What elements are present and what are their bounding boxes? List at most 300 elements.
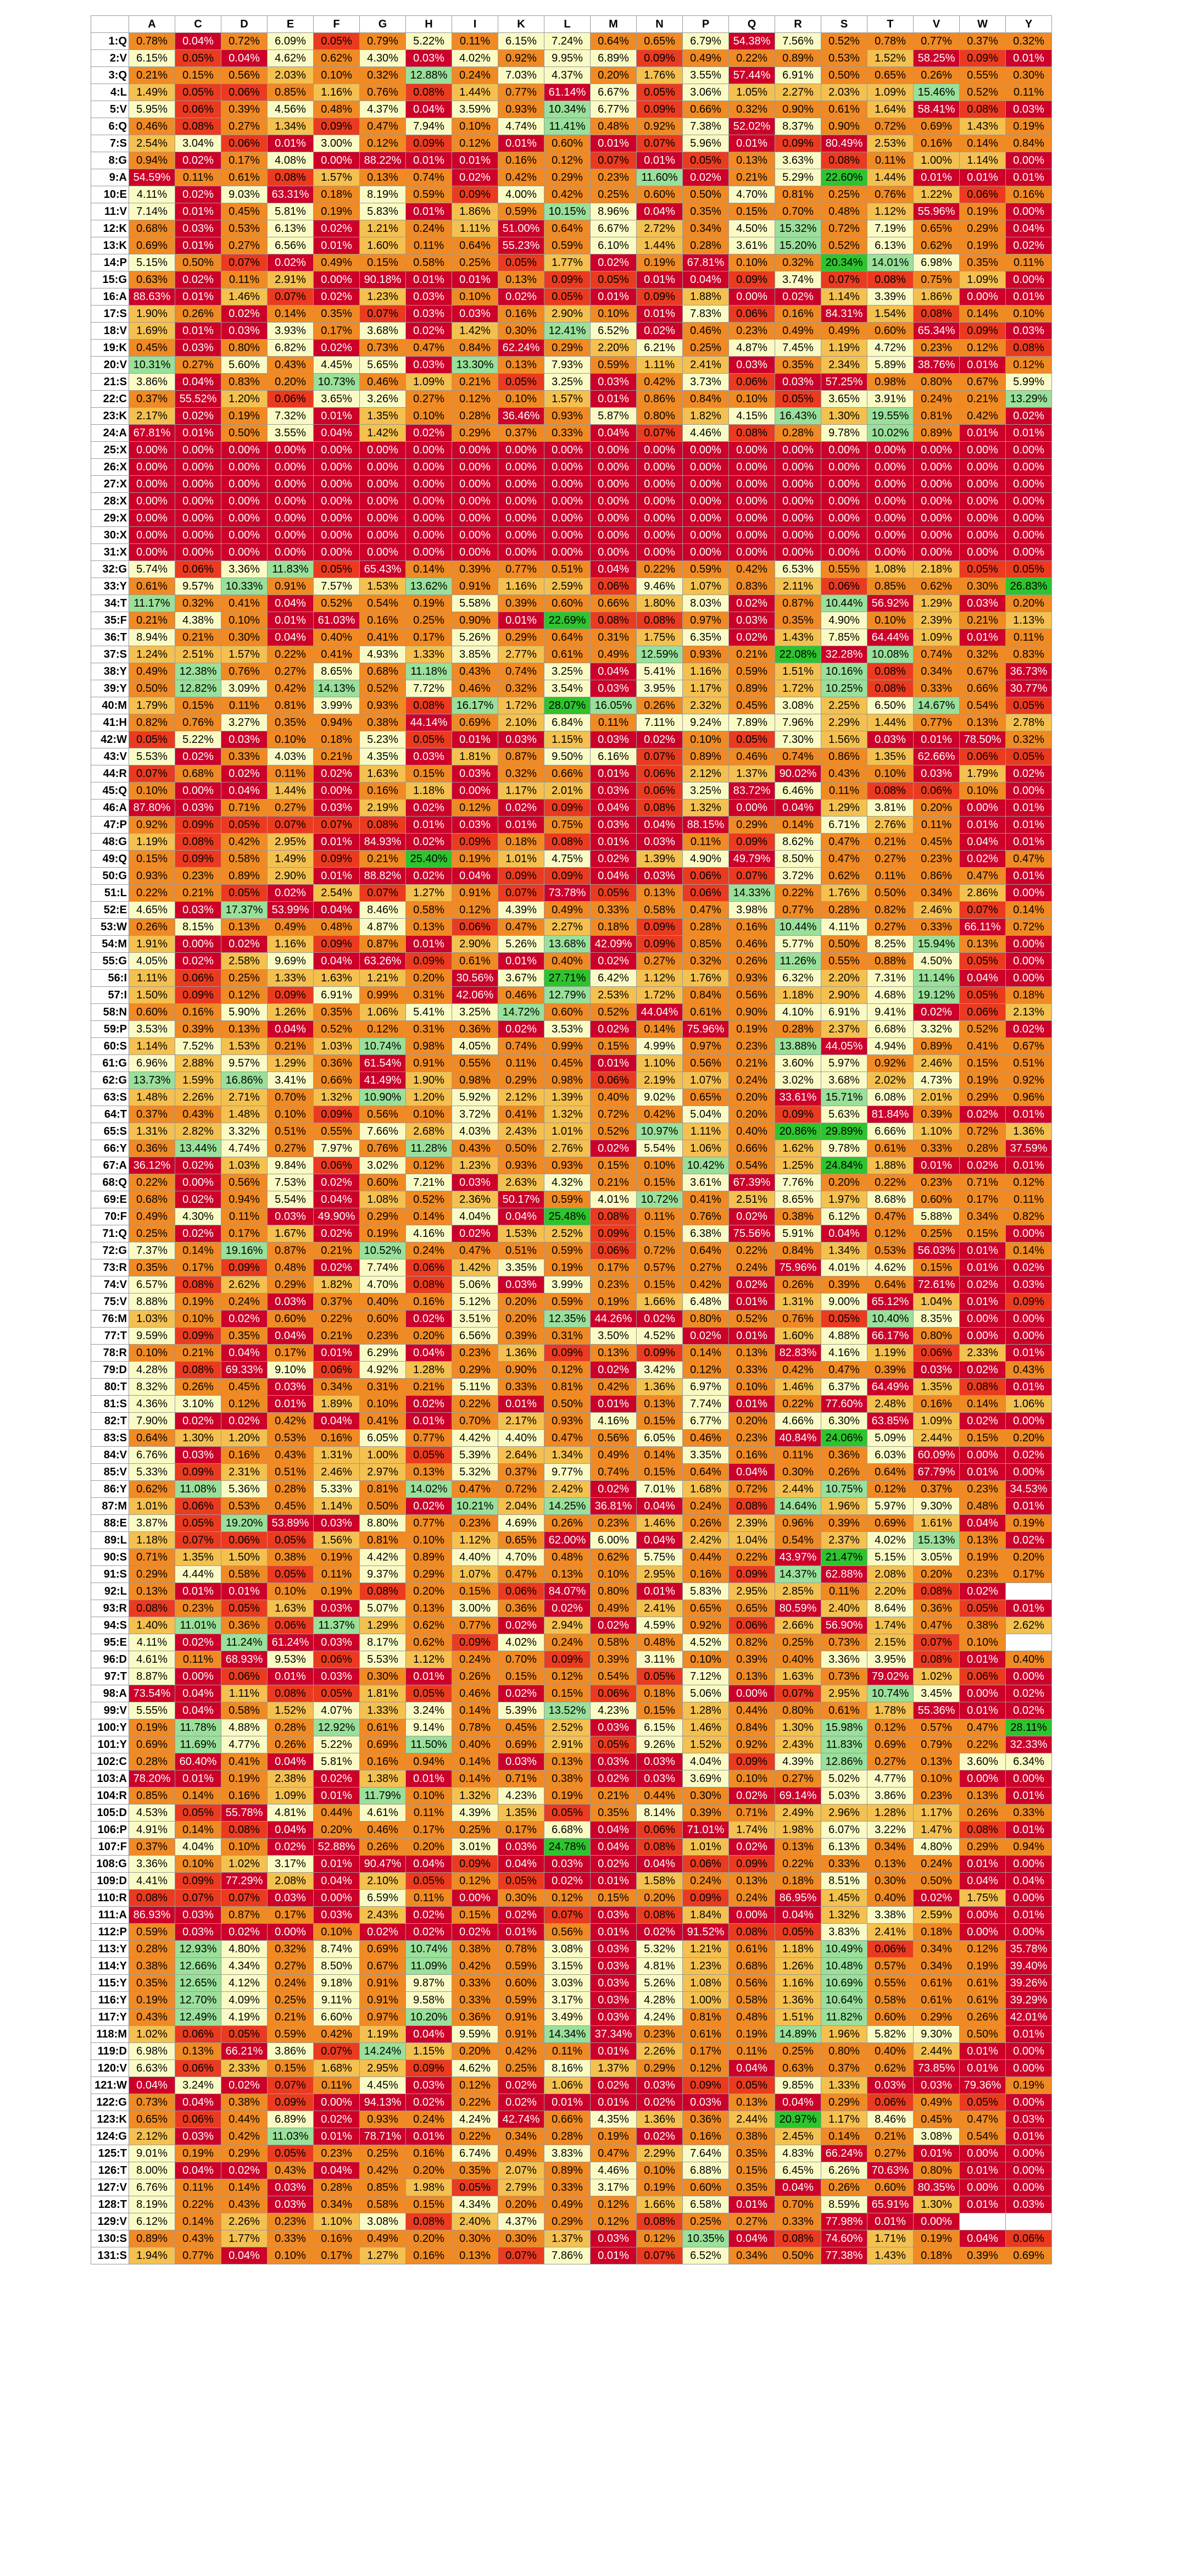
value-cell: 5.95% [129, 101, 175, 118]
value-cell: 0.44% [729, 1702, 775, 1719]
value-cell: 0.04% [268, 1822, 314, 1839]
table-row [91, 1038, 1052, 1055]
value-cell: 9.46% [637, 578, 683, 595]
value-cell: 1.29% [268, 1055, 314, 1072]
value-cell: 0.04% [175, 1685, 221, 1702]
value-cell: 4.37% [360, 101, 406, 118]
value-cell: 0.00% [129, 510, 175, 527]
value-cell: 3.17% [268, 1856, 314, 1873]
table-row [91, 919, 1052, 936]
value-cell: 34.53% [1006, 1481, 1052, 1498]
value-cell: 1.10% [637, 1055, 683, 1072]
table-row [91, 1089, 1052, 1106]
value-cell: 0.00% [591, 544, 637, 561]
value-cell: 0.84% [683, 987, 729, 1004]
table-row [91, 152, 1052, 169]
value-cell: 0.18% [775, 1873, 821, 1890]
value-cell: 0.00% [1006, 510, 1052, 527]
table-row [91, 1583, 1052, 1600]
value-cell: 9.18% [314, 1975, 360, 1992]
value-cell: 0.59% [268, 2026, 314, 2043]
value-cell: 0.11% [175, 1651, 221, 1668]
value-cell: 0.44% [221, 2111, 268, 2128]
value-cell: 4.94% [867, 1038, 914, 1055]
value-cell: 0.50% [683, 186, 729, 203]
value-cell: 0.01% [960, 425, 1006, 442]
table-row [91, 306, 1052, 323]
value-cell: 2.19% [637, 1072, 683, 1089]
value-cell: 0.29% [452, 425, 498, 442]
value-cell: 29.89% [821, 1123, 867, 1140]
row-label: 3:Q [91, 67, 129, 84]
value-cell: 2.11% [775, 578, 821, 595]
row-label: 128:T [91, 2196, 129, 2213]
value-cell: 0.07% [268, 288, 314, 306]
value-cell: 0.19% [221, 408, 268, 425]
value-cell: 0.01% [1006, 1379, 1052, 1396]
value-cell: 1.17% [914, 1805, 960, 1822]
value-cell: 2.52% [544, 1719, 591, 1736]
value-cell: 8.50% [314, 1958, 360, 1975]
table-row [91, 646, 1052, 663]
value-cell: 11.28% [406, 1140, 452, 1157]
value-cell: 0.00% [268, 442, 314, 459]
value-cell: 1.03% [129, 1311, 175, 1328]
value-cell: 0.58% [221, 1702, 268, 1719]
value-cell: 0.06% [175, 1498, 221, 1515]
value-cell: 17.37% [221, 902, 268, 919]
value-cell: 0.01% [221, 1583, 268, 1600]
value-cell: 6.56% [268, 237, 314, 254]
value-cell: 0.42% [729, 561, 775, 578]
value-cell: 0.56% [729, 987, 775, 1004]
value-cell: 90.18% [360, 271, 406, 288]
value-cell: 1.80% [637, 595, 683, 612]
column-header: T [867, 16, 914, 33]
value-cell: 0.01% [729, 1328, 775, 1345]
value-cell: 5.97% [867, 1498, 914, 1515]
value-cell: 0.49% [591, 1447, 637, 1464]
value-cell: 0.13% [498, 357, 544, 374]
value-cell: 0.01% [914, 169, 960, 186]
value-cell: 0.00% [729, 527, 775, 544]
value-cell: 2.58% [221, 953, 268, 970]
value-cell: 6.00% [591, 1532, 637, 1549]
value-cell: 0.27% [867, 1753, 914, 1770]
value-cell: 9.84% [268, 1157, 314, 1174]
value-cell: 3.05% [914, 1549, 960, 1566]
row-label: 98:A [91, 1685, 129, 1702]
value-cell: 7.19% [867, 220, 914, 237]
value-cell: 10.33% [221, 578, 268, 595]
value-cell: 20.86% [775, 1123, 821, 1140]
value-cell: 0.89% [729, 680, 775, 697]
table-row [91, 1549, 1052, 1566]
value-cell: 0.44% [314, 1805, 360, 1822]
value-cell: 0.10% [867, 765, 914, 782]
value-cell: 0.03% [1006, 1276, 1052, 1293]
value-cell: 0.60% [867, 2179, 914, 2196]
value-cell: 0.03% [314, 1515, 360, 1532]
value-cell: 1.63% [314, 970, 360, 987]
value-cell: 0.03% [591, 1753, 637, 1770]
value-cell: 1.26% [268, 1004, 314, 1021]
value-cell: 0.00% [175, 527, 221, 544]
value-cell: 16.05% [591, 697, 637, 714]
value-cell: 8.94% [129, 629, 175, 646]
value-cell: 4.74% [498, 118, 544, 135]
value-cell: 0.33% [1006, 1805, 1052, 1822]
value-cell: 0.51% [498, 1242, 544, 1259]
value-cell: 65.34% [914, 323, 960, 340]
value-cell: 0.89% [544, 2162, 591, 2179]
value-cell: 0.61% [129, 578, 175, 595]
value-cell: 0.20% [498, 2196, 544, 2213]
value-cell: 0.52% [729, 1311, 775, 1328]
value-cell: 0.01% [1006, 50, 1052, 67]
value-cell: 7.85% [821, 629, 867, 646]
value-cell: 0.40% [314, 629, 360, 646]
table-row [91, 1600, 1052, 1617]
table-row [91, 67, 1052, 84]
value-cell: 0.00% [960, 800, 1006, 817]
value-cell: 7.74% [683, 1396, 729, 1413]
value-cell: 0.00% [821, 493, 867, 510]
value-cell: 3.11% [637, 1651, 683, 1668]
value-cell: 3.50% [591, 1328, 637, 1345]
value-cell: 2.49% [775, 1805, 821, 1822]
value-cell: 62.00% [544, 1532, 591, 1549]
value-cell: 0.03% [175, 340, 221, 357]
value-cell: 1.49% [129, 84, 175, 101]
value-cell: 0.58% [221, 851, 268, 868]
table-row [91, 1481, 1052, 1498]
value-cell: 0.91% [452, 578, 498, 595]
value-cell: 0.02% [960, 851, 1006, 868]
value-cell: 2.40% [821, 1600, 867, 1617]
value-cell: 0.59% [544, 237, 591, 254]
row-label: 88:E [91, 1515, 129, 1532]
value-cell: 0.22% [729, 50, 775, 67]
value-cell: 0.92% [498, 50, 544, 67]
value-cell: 1.26% [775, 1958, 821, 1975]
value-cell: 0.38% [729, 2128, 775, 2145]
value-cell: 0.53% [268, 1430, 314, 1447]
value-cell: 0.08% [914, 1583, 960, 1600]
value-cell: 10.44% [821, 595, 867, 612]
value-cell: 0.38% [775, 1208, 821, 1225]
value-cell: 0.15% [637, 1702, 683, 1719]
value-cell: 1.82% [314, 1276, 360, 1293]
value-cell: 0.04% [1006, 1873, 1052, 1890]
value-cell: 0.09% [683, 1890, 729, 1907]
value-cell: 0.23% [729, 1038, 775, 1055]
value-cell: 0.04% [729, 2060, 775, 2077]
value-cell: 1.34% [544, 1447, 591, 1464]
value-cell: 0.16% [498, 306, 544, 323]
value-cell: 0.47% [406, 340, 452, 357]
value-cell: 0.39% [867, 1362, 914, 1379]
value-cell: 0.25% [452, 254, 498, 271]
value-cell: 0.12% [867, 1719, 914, 1736]
value-cell: 0.00% [544, 544, 591, 561]
value-cell: 0.17% [683, 2043, 729, 2060]
table-row [91, 1617, 1052, 1634]
value-cell: 0.77% [914, 33, 960, 50]
table-row [91, 1634, 1052, 1651]
value-cell: 0.10% [729, 1770, 775, 1787]
value-cell: 0.00% [406, 544, 452, 561]
value-cell: 0.00% [1006, 936, 1052, 953]
value-cell: 0.01% [314, 2128, 360, 2145]
value-cell: 0.49% [591, 1600, 637, 1617]
value-cell: 0.10% [452, 288, 498, 306]
value-cell: 0.06% [683, 885, 729, 902]
value-cell: 1.91% [129, 936, 175, 953]
value-cell: 0.45% [268, 1498, 314, 1515]
value-cell: 0.19% [1006, 2077, 1052, 2094]
value-cell: 0.10% [683, 1651, 729, 1668]
row-label: 111:A [91, 1907, 129, 1924]
value-cell: 0.02% [406, 834, 452, 851]
value-cell: 0.03% [960, 595, 1006, 612]
value-cell: 0.03% [591, 1992, 637, 2009]
value-cell: 6.05% [360, 1430, 406, 1447]
value-cell: 0.70% [775, 2196, 821, 2213]
table-row [91, 186, 1052, 203]
value-cell: 0.00% [1006, 2060, 1052, 2077]
value-cell: 0.16% [914, 1396, 960, 1413]
value-cell: 0.17% [406, 629, 452, 646]
value-cell: 0.00% [129, 442, 175, 459]
value-cell: 3.38% [867, 1907, 914, 1924]
value-cell: 0.64% [867, 1276, 914, 1293]
value-cell: 0.91% [452, 885, 498, 902]
value-cell: 0.15% [406, 2196, 452, 2213]
value-cell: 0.03% [314, 1634, 360, 1651]
value-cell: 0.21% [129, 67, 175, 84]
value-cell: 78.20% [129, 1770, 175, 1787]
value-cell: 0.15% [406, 765, 452, 782]
value-cell: 0.47% [1006, 851, 1052, 868]
value-cell: 0.01% [960, 817, 1006, 834]
value-cell: 9.24% [683, 714, 729, 731]
value-cell: 0.47% [544, 1430, 591, 1447]
value-cell: 1.36% [637, 2111, 683, 2128]
value-cell: 0.43% [129, 2009, 175, 2026]
value-cell: 0.05% [175, 1805, 221, 1822]
value-cell: 0.47% [360, 118, 406, 135]
value-cell: 0.49% [775, 323, 821, 340]
value-cell: 10.42% [683, 1157, 729, 1174]
value-cell: 0.24% [683, 1498, 729, 1515]
value-cell: 0.06% [498, 1583, 544, 1600]
value-cell: 0.19% [129, 1719, 175, 1736]
value-cell: 0.01% [1006, 1822, 1052, 1839]
value-cell: 10.25% [821, 680, 867, 697]
value-cell: 0.58% [637, 902, 683, 919]
value-cell: 0.03% [314, 1600, 360, 1617]
value-cell: 0.12% [1006, 357, 1052, 374]
value-cell: 1.16% [314, 84, 360, 101]
value-cell: 0.02% [544, 1600, 591, 1617]
value-cell: 69.14% [775, 1787, 821, 1805]
value-cell: 0.56% [221, 1174, 268, 1191]
value-cell: 0.02% [1006, 408, 1052, 425]
value-cell: 0.04% [729, 1464, 775, 1481]
value-cell: 0.18% [914, 1924, 960, 1941]
value-cell: 0.21% [175, 629, 221, 646]
row-label: 130:S [91, 2230, 129, 2247]
value-cell: 0.65% [914, 220, 960, 237]
value-cell: 0.11% [268, 765, 314, 782]
value-cell: 0.11% [406, 1805, 452, 1822]
value-cell: 0.01% [960, 2043, 1006, 2060]
value-cell: 4.74% [221, 1140, 268, 1157]
value-cell: 4.90% [821, 612, 867, 629]
value-cell: 0.12% [683, 1362, 729, 1379]
value-cell: 0.14% [1006, 1242, 1052, 1259]
value-cell: 0.01% [1006, 1600, 1052, 1617]
value-cell: 0.35% [314, 1004, 360, 1021]
value-cell: 5.74% [129, 561, 175, 578]
table-row [91, 2162, 1052, 2179]
value-cell: 1.35% [867, 748, 914, 765]
value-cell: 8.17% [360, 1634, 406, 1651]
value-cell: 0.08% [268, 169, 314, 186]
value-cell: 0.16% [498, 152, 544, 169]
value-cell: 0.01% [452, 152, 498, 169]
value-cell: 2.08% [268, 1873, 314, 1890]
value-cell: 0.01% [452, 271, 498, 288]
value-cell: 11.09% [406, 1958, 452, 1975]
value-cell: 0.21% [175, 885, 221, 902]
table-row [91, 1191, 1052, 1208]
value-cell: 4.73% [914, 1072, 960, 1089]
value-cell: 0.47% [960, 2111, 1006, 2128]
value-cell: 0.80% [821, 2043, 867, 2060]
value-cell: 0.02% [406, 1924, 452, 1941]
value-cell: 0.00% [314, 510, 360, 527]
value-cell: 0.19% [314, 1549, 360, 1566]
value-cell: 0.24% [452, 1651, 498, 1668]
value-cell: 0.11% [175, 169, 221, 186]
value-cell: 2.41% [683, 357, 729, 374]
value-cell: 0.12% [452, 902, 498, 919]
value-cell: 0.09% [683, 2077, 729, 2094]
value-cell: 0.01% [960, 169, 1006, 186]
value-cell: 3.86% [129, 374, 175, 391]
row-label: 30:X [91, 527, 129, 544]
value-cell: 0.02% [960, 1362, 1006, 1379]
value-cell: 0.14% [452, 1770, 498, 1787]
value-cell: 15.94% [914, 936, 960, 953]
value-cell: 0.01% [175, 237, 221, 254]
value-cell: 0.10% [729, 254, 775, 271]
value-cell: 15.32% [775, 220, 821, 237]
value-cell: 0.03% [268, 1293, 314, 1311]
value-cell: 12.93% [175, 1941, 221, 1958]
value-cell: 14.72% [498, 1004, 544, 1021]
value-cell: 0.06% [452, 919, 498, 936]
value-cell: 0.04% [406, 2026, 452, 2043]
value-cell: 0.09% [452, 186, 498, 203]
value-cell: 2.43% [775, 1736, 821, 1753]
value-cell: 0.26% [960, 1805, 1006, 1822]
value-cell: 0.04% [314, 902, 360, 919]
value-cell: 0.05% [1006, 748, 1052, 765]
value-cell: 0.14% [683, 1345, 729, 1362]
value-cell: 2.31% [221, 1464, 268, 1481]
value-cell: 33.61% [775, 1089, 821, 1106]
value-cell: 0.40% [591, 1089, 637, 1106]
value-cell: 0.03% [406, 50, 452, 67]
value-cell: 0.32% [360, 67, 406, 84]
value-cell: 0.02% [1006, 1447, 1052, 1464]
value-cell: 0.48% [268, 1259, 314, 1276]
value-cell: 0.43% [452, 1140, 498, 1157]
value-cell: 0.13% [867, 1856, 914, 1873]
value-cell: 0.09% [544, 271, 591, 288]
value-cell: 1.44% [867, 169, 914, 186]
value-cell: 1.81% [360, 1685, 406, 1702]
value-cell: 0.07% [221, 254, 268, 271]
value-cell: 0.81% [360, 1481, 406, 1498]
row-label: 84:V [91, 1447, 129, 1464]
value-cell: 3.49% [544, 2009, 591, 2026]
value-cell: 1.42% [452, 1259, 498, 1276]
value-cell: 0.00% [914, 510, 960, 527]
value-cell: 0.37% [960, 33, 1006, 50]
value-cell: 78.71% [360, 2128, 406, 2145]
value-cell: 0.05% [775, 1924, 821, 1941]
value-cell: 1.10% [914, 1123, 960, 1140]
value-cell: 0.65% [637, 33, 683, 50]
value-cell: 8.03% [683, 595, 729, 612]
row-label: 94:S [91, 1617, 129, 1634]
row-label: 105:D [91, 1805, 129, 1822]
value-cell: 0.00% [914, 476, 960, 493]
value-cell: 6.12% [129, 2213, 175, 2230]
value-cell: 0.81% [914, 408, 960, 425]
value-cell: 0.00% [406, 527, 452, 544]
value-cell: 0.01% [314, 1345, 360, 1362]
value-cell: 0.02% [1006, 237, 1052, 254]
value-cell: 12.49% [175, 2009, 221, 2026]
value-cell: 0.31% [544, 1328, 591, 1345]
value-cell: 0.13% [637, 1396, 683, 1413]
value-cell: 5.12% [452, 1293, 498, 1311]
value-cell: 0.49% [129, 1208, 175, 1225]
value-cell: 3.08% [544, 1941, 591, 1958]
row-label: 113:Y [91, 1941, 129, 1958]
value-cell: 0.26% [360, 1839, 406, 1856]
value-cell: 0.09% [637, 288, 683, 306]
value-cell: 0.02% [498, 1685, 544, 1702]
value-cell: 0.08% [637, 1839, 683, 1856]
value-cell: 0.01% [406, 152, 452, 169]
value-cell: 1.36% [775, 1992, 821, 2009]
row-label: 76:M [91, 1311, 129, 1328]
value-cell: 11.83% [821, 1736, 867, 1753]
value-cell: 0.13% [960, 1787, 1006, 1805]
value-cell: 4.53% [129, 1805, 175, 1822]
value-cell: 0.61% [867, 1140, 914, 1157]
value-cell: 0.04% [221, 50, 268, 67]
value-cell: 0.01% [406, 817, 452, 834]
value-cell: 0.19% [314, 203, 360, 220]
value-cell: 0.33% [544, 425, 591, 442]
